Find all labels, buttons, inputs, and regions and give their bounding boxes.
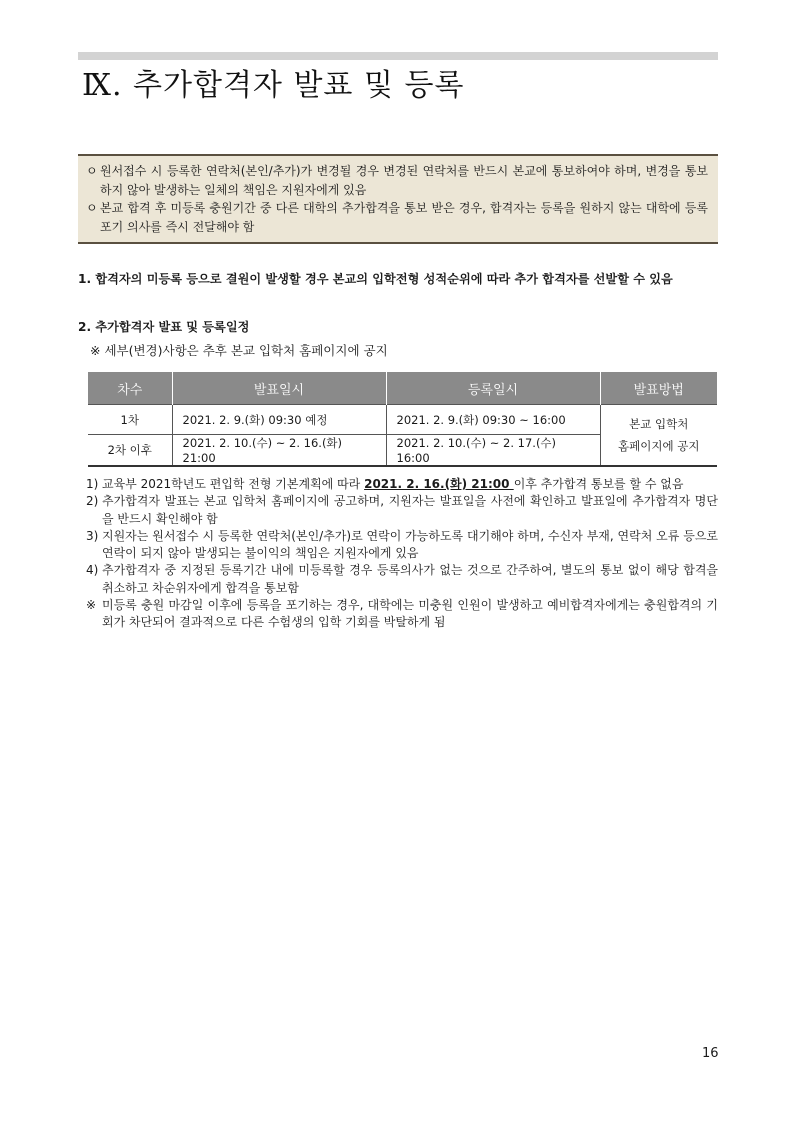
bullet-icon: ㅇ bbox=[86, 201, 98, 215]
column-header: 등록일시 bbox=[386, 372, 600, 405]
note-text: 지원자는 원서접수 시 등록한 연락처(본인/추가)로 연락이 가능하도록 대기해야 하며, 수신자 부재, 연락처 오류 등으로 연락이 되지 않아 발생되는 불이익의 책임은 지원자에게 있음 bbox=[102, 528, 718, 561]
column-header: 발표일시 bbox=[172, 372, 386, 405]
note-text-part: 교육부 2021학년도 편입학 전형 기본계획에 따라 bbox=[102, 477, 365, 491]
note-item bbox=[86, 528, 718, 563]
note-text: 미등록 충원 마감일 이후에 등록을 포기하는 경우, 대학에는 미충원 인원이 발생하고 예비합격자에게는 충원합격의 기회가 차단되어 결과적으로 다른 수험생의 입학 기회를 박탈하게 됨 bbox=[102, 598, 718, 630]
method-line: 본교 입학처 bbox=[629, 417, 689, 431]
register-cell: 2021. 2. 9.(화) 09:30 ~ 16:00 bbox=[386, 405, 600, 435]
bullet-icon: ㅇ bbox=[86, 164, 98, 178]
note-item bbox=[86, 597, 718, 632]
note-text: 추가합격자 발표는 본교 입학처 홈페이지에 공고하며, 지원자는 발표일을 사전에 확인하고 발표일에 추가합격자 명단을 반드시 확인해야 함 bbox=[102, 494, 718, 526]
register-cell: 2021. 2. 10.(수) ~ 2. 17.(수) 16:00 bbox=[386, 435, 600, 467]
notes-list bbox=[86, 476, 718, 632]
note-number: ※ bbox=[86, 598, 97, 613]
column-header: 발표방법 bbox=[600, 372, 717, 405]
note-number: 2) bbox=[86, 494, 99, 509]
notice-box bbox=[78, 154, 718, 244]
notice-text: 원서접수 시 등록한 연락처(본인/추가)가 변경될 경우 변경된 연락처를 반드시 본교에 통보하여야 하며, 변경을 통보하지 않아 발생하는 일체의 책임은 지원자에게 있음 bbox=[100, 164, 708, 197]
deadline-emphasis: 2021. 2. 16.(화) 21:00 bbox=[364, 477, 514, 491]
page-number: 16 bbox=[702, 1046, 719, 1061]
round-cell: 1차 bbox=[88, 405, 172, 435]
notice-item bbox=[86, 199, 708, 236]
announce-cell: 2021. 2. 9.(화) 09:30 예정 bbox=[172, 405, 386, 435]
note-item bbox=[86, 476, 718, 493]
note-text: 추가합격자 중 지정된 등록기간 내에 미등록할 경우 등록의사가 없는 것으로 간주하여, 별도의 통보 없이 해당 합격을 취소하고 차순위자에게 합격을 통보함 bbox=[102, 563, 718, 595]
method-cell bbox=[600, 405, 717, 467]
header-rule bbox=[78, 52, 718, 60]
note-number: 3) bbox=[86, 528, 99, 543]
section-2-note: ※ 세부(변경)사항은 추후 본교 입학처 홈페이지에 공지 bbox=[90, 343, 388, 358]
note-text-part: 이후 추가합격 통보를 할 수 없음 bbox=[513, 477, 684, 491]
notice-item bbox=[86, 162, 708, 199]
table-row bbox=[88, 405, 717, 435]
section-1-heading: 1. 합격자의 미등록 등으로 결원이 발생할 경우 본교의 입학전형 성적순위에 따라 추가 합격자를 선발할 수 있음 bbox=[78, 272, 673, 286]
table-header-row bbox=[88, 372, 717, 405]
note-number: 4) bbox=[86, 563, 99, 578]
schedule-table bbox=[88, 372, 717, 467]
page-title: Ⅸ. 추가합격자 발표 및 등록 bbox=[82, 68, 465, 103]
announce-cell: 2021. 2. 10.(수) ~ 2. 16.(화) 21:00 bbox=[172, 435, 386, 467]
note-item bbox=[86, 493, 718, 528]
note-text bbox=[102, 476, 718, 493]
method-line: 홈페이지에 공지 bbox=[618, 439, 700, 453]
note-number: 1) bbox=[86, 477, 99, 491]
notice-text: 본교 합격 후 미등록 충원기간 중 다른 대학의 추가합격을 통보 받은 경우, 합격자는 등록을 원하지 않는 대학에 등록 포기 의사를 즉시 전달해야 함 bbox=[100, 201, 708, 234]
note-item bbox=[86, 562, 718, 597]
section-2-heading: 2. 추가합격자 발표 및 등록일정 bbox=[78, 320, 250, 334]
column-header: 차수 bbox=[88, 372, 172, 405]
round-cell: 2차 이후 bbox=[88, 435, 172, 467]
